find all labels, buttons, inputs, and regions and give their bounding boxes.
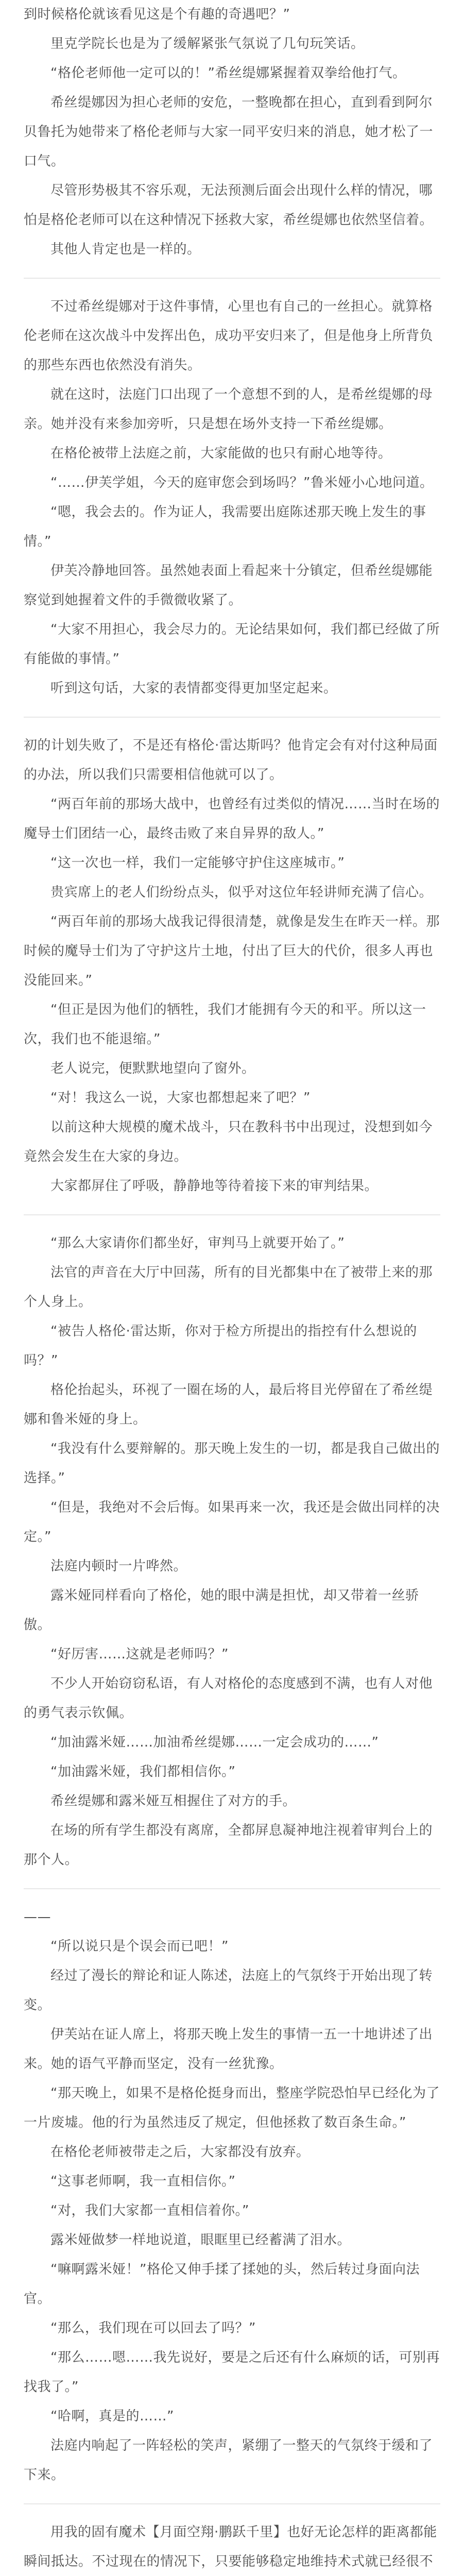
paragraph: “这事老师啊，我一直相信你。” (50, 2174, 236, 2189)
paragraph: 伊芙冷静地回答。虽然她表面上看起来十分镇定，但希丝缇娜能察觉到她握着文件的手微微收紧了。 (24, 563, 433, 608)
paragraph: “好厉害……这就是老师吗？” (50, 1647, 229, 1662)
paragraph: “对，我们大家都一直相信着你。” (50, 2203, 249, 2218)
paragraph: 经过了漫长的辩论和证人陈述，法庭上的气氛终于开始出现了转变。 (24, 1968, 433, 2013)
paragraph: “加油露米娅……加油希丝缇娜……一定会成功的……” (50, 1735, 379, 1750)
paragraph: 格伦抬起头，环视了一圈在场的人，最后将目光停留在了希丝缇娜和鲁米娅的身上。 (24, 1382, 433, 1427)
paragraph: “哈啊，真是的……” (50, 2409, 174, 2424)
paragraph: 法官的声音在大厅中回荡，所有的目光都集中在了被带上来的那个人身上。 (24, 1265, 433, 1310)
paragraph: 露米娅同样看向了格伦，她的眼中满是担忧，却又带着一丝骄傲。 (24, 1588, 419, 1633)
section-divider (24, 1214, 440, 1215)
paragraph: “这一次也一样，我们一定能够守护住这座城市。” (50, 855, 345, 871)
paragraph: 听到这句话，大家的表情都变得更加坚定起来。 (50, 681, 337, 696)
paragraph: “所以说只是个误会而已吧！” (50, 1939, 229, 1954)
paragraph: “加油露米娅，我们都相信你。” (50, 1764, 236, 1780)
paragraph: “我没有什么要辩解的。那天晚上发生的一切，都是我自己做出的选择。” (24, 1441, 440, 1486)
paragraph: “对！我这么一说，大家也都想起来了吧？” (50, 1090, 311, 1106)
paragraph: 用我的固有魔术【月面空翔·鹏跃千里】也好无论怎样的距离都能瞬间抵达。不过现在的情况下，只要能够稳定地维持术式就已经很不 (24, 2524, 437, 2569)
section-divider (24, 2503, 440, 2504)
paragraph: 希丝缇娜因为担心老师的安危，一整晚都在担心，直到看到阿尔贝鲁托为她带来了格伦老师与大家一同平安归来的消息，她才松了一口气。 (24, 95, 434, 169)
paragraph: “那么，我们现在可以回去了吗？” (50, 2320, 256, 2336)
paragraph: “但是，我绝对不会后悔。如果再来一次，我还是会做出同样的决定。” (24, 1500, 440, 1545)
paragraph: 在格伦老师被带走之后，大家都没有放弃。 (50, 2144, 310, 2160)
paragraph: 初的计划失败了，不是还有格伦·雷达斯吗？他肯定会有对付这种局面的办法，所以我们只需要相信他就可以了。 (24, 738, 438, 783)
paragraph: 以前这种大规模的魔术战斗，只在教科书中出现过，没想到如今竟然会发生在大家的身边。 (24, 1120, 433, 1164)
paragraph: “那天晚上，如果不是格伦挺身而出，整座学院恐怕早已经化为了一片废墟。他的行为虽然违反了规定，但他拯救了数百条生命。” (24, 2086, 440, 2130)
paragraph: —— (24, 1909, 51, 1925)
paragraph: “被告人格伦·雷达斯，你对于检方所提出的指控有什么想说的吗？” (24, 1324, 417, 1368)
paragraph: “但正是因为他们的牺牲，我们才能拥有今天的和平。所以这一次，我们也不能退缩。” (24, 1002, 426, 1047)
paragraph: 老人说完，便默默地望向了窗外。 (50, 1061, 255, 1076)
paragraph: 就在这时，法庭门口出现了一个意想不到的人，是希丝缇娜的母亲。她并没有来参加旁听，只是想在场外支持一下希丝缇娜。 (24, 387, 433, 432)
paragraph: 法庭内顿时一片哗然。 (50, 1558, 187, 1574)
paragraph: 希丝缇娜和露米娅互相握住了对方的手。 (50, 1793, 297, 1809)
paragraph: “那么大家请你们都坐好，审判马上就要开始了。” (50, 1235, 345, 1251)
paragraph: 不少人开始窃窃私语，有人对格伦的态度感到不满，也有人对他的勇气表示钦佩。 (24, 1676, 433, 1721)
paragraph: “两百年前的那场大战中，也曾经有过类似的情况……当时在场的魔导士们团结一心，最终击败了来自异界的敌人。” (24, 796, 440, 841)
paragraph: “两百年前的那场大战我记得很清楚，就像是发生在昨天一样。那时候的魔导士们为了守护这片土地，付出了巨大的代价，很多人再也没能回来。” (24, 914, 440, 988)
paragraph: “嘛啊露米娅！”格伦又伸手揉了揉她的头，然后转过身面向法官。 (24, 2262, 420, 2307)
paragraph: “那么……嗯……我先说好，要是之后还有什么麻烦的话，可别再找我了。” (24, 2350, 440, 2395)
paragraph: 贵宾席上的老人们纷纷点头，似乎对这位年轻讲师充满了信心。 (50, 885, 433, 900)
paragraph: “格伦老师他一定可以的！”希丝缇娜紧握着双拳给他打气。 (50, 65, 406, 81)
paragraph: 到时候格伦就该看见这是个有趣的奇遇吧？” (24, 7, 290, 22)
paragraph: “……伊芙学姐，今天的庭审您会到场吗？”鲁米娅小心地问道。 (50, 475, 434, 490)
paragraph: 其他人肯定也是一样的。 (50, 242, 201, 257)
section-divider (24, 278, 440, 279)
paragraph: 尽管形势极其不容乐观，无法预测后面会出现什么样的情况，哪怕是格伦老师可以在这种情况下拯救大家，希丝缇娜也依然坚信着。 (24, 183, 434, 228)
paragraph: 露米娅做梦一样地说道，眼眶里已经蓄满了泪水。 (50, 2232, 351, 2248)
paragraph: “大家不用担心，我会尽力的。无论结果如何，我们都已经做了所有能做的事情。” (24, 622, 440, 667)
paragraph: “嗯，我会去的。作为证人，我需要出庭陈述那天晚上发生的事情。” (24, 504, 426, 549)
paragraph: 法庭内响起了一阵轻松的笑声，紧绷了一整天的气氛终于缓和了下来。 (24, 2438, 433, 2483)
section-divider (24, 717, 440, 718)
section-divider (24, 1888, 440, 1889)
paragraph: 里克学院长也是为了缓解紧张气氛说了几句玩笑话。 (50, 36, 365, 52)
paragraph: 在格伦被带上法庭之前，大家能做的也只有耐心地等待。 (50, 446, 392, 461)
paragraph: 不过希丝缇娜对于这件事情，心里也有自己的一丝担心。就算格伦老师在这次战斗中发挥出色，成功平安归来了，但是他身上所背负的那些东西也依然没有消失。 (24, 299, 434, 373)
paragraph: 大家都屏住了呼吸，静静地等待着接下来的审判结果。 (50, 1178, 379, 1194)
paragraph: 在场的所有学生都没有离席，全都屏息凝神地注视着审判台上的那个人。 (24, 1823, 433, 1868)
paragraph: 伊芙站在证人席上，将那天晚上发生的事情一五一十地讲述了出来。她的语气平静而坚定，没有一丝犹豫。 (24, 2027, 433, 2072)
